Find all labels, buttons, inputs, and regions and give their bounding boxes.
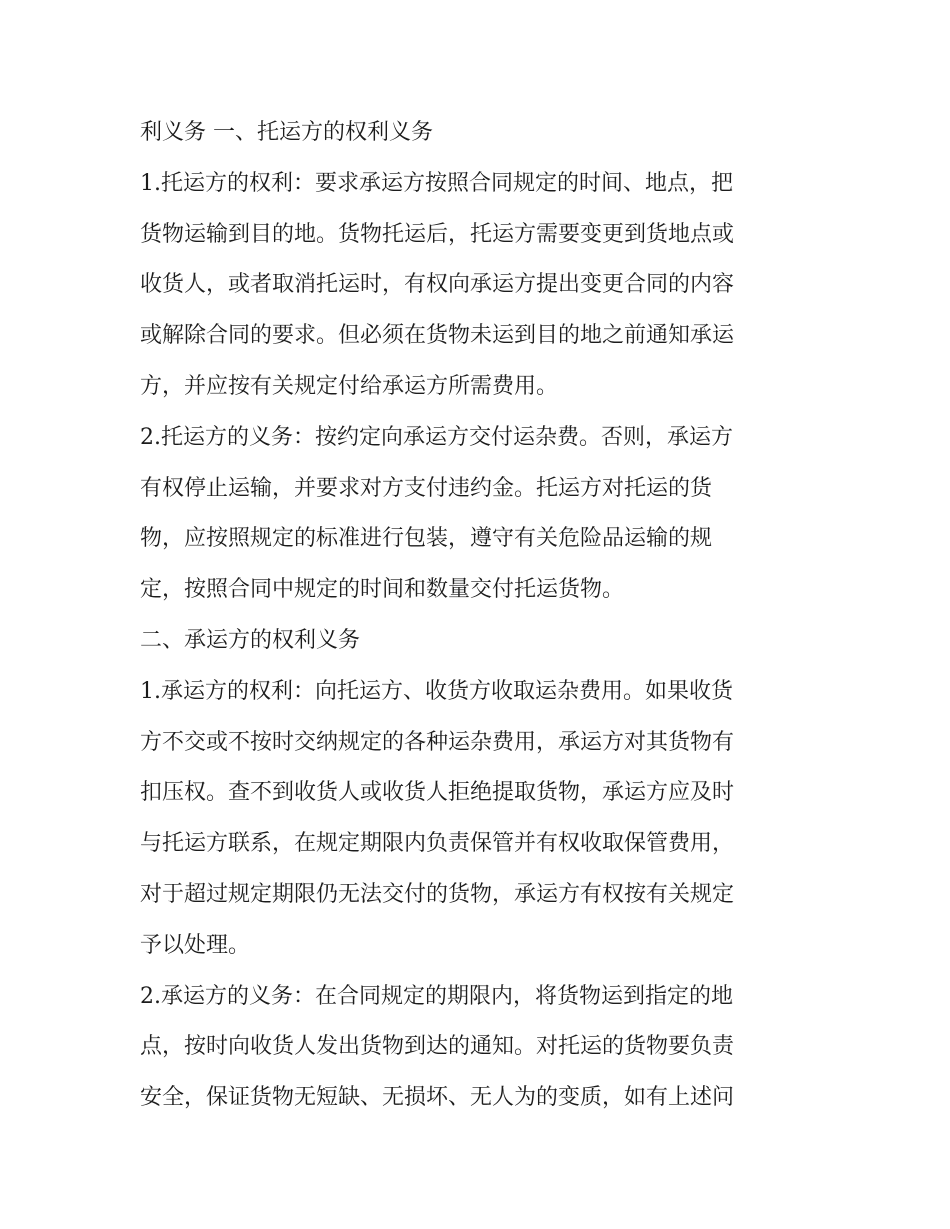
text-line: 对于超过规定期限仍无法交付的货物，承运方有权按有关规定 <box>140 881 735 907</box>
text-line: 予以处理。 <box>140 932 251 958</box>
text-line: 1.承运方的权利：向托运方、收货方收取运杂费用。如果收货 <box>140 678 733 704</box>
text-line: 二、承运方的权利义务 <box>140 627 361 653</box>
text-line: 2.承运方的义务：在合同规定的期限内，将货物运到指定的地 <box>140 983 733 1009</box>
text-line: 2.托运方的义务：按约定向承运方交付运杂费。否则，承运方 <box>140 424 733 450</box>
text-line: 点，按时向收货人发出货物到达的通知。对托运的货物要负责 <box>140 1034 735 1060</box>
text-line: 1.托运方的权利：要求承运方按照合同规定的时间、地点，把 <box>140 170 733 196</box>
text-line: 扣压权。查不到收货人或收货人拒绝提取货物，承运方应及时 <box>140 780 735 806</box>
text-line: 物，应按照规定的标准进行包装，遵守有关危险品运输的规 <box>140 526 713 552</box>
text-line: 或解除合同的要求。但必须在货物未运到目的地之前通知承运 <box>140 323 735 349</box>
text-line: 安全，保证货物无短缺、无损坏、无人为的变质，如有上述问 <box>140 1085 735 1111</box>
text-line: 有权停止运输，并要求对方支付违约金。托运方对托运的货 <box>140 475 713 501</box>
text-line: 方不交或不按时交纳规定的各种运杂费用，承运方对其货物有 <box>140 729 735 755</box>
document-body <box>140 108 820 1124</box>
text-line: 货物运输到目的地。货物托运后，托运方需要变更到货地点或 <box>140 221 735 247</box>
text-line: 定，按照合同中规定的时间和数量交付托运货物。 <box>140 577 625 603</box>
text-line: 收货人，或者取消托运时，有权向承运方提出变更合同的内容 <box>140 272 735 298</box>
text-line: 方，并应按有关规定付给承运方所需费用。 <box>140 373 559 399</box>
text-line: 利义务 一、托运方的权利义务 <box>140 120 433 145</box>
text-line: 与托运方联系，在规定期限内负责保管并有权收取保管费用， <box>140 831 735 857</box>
